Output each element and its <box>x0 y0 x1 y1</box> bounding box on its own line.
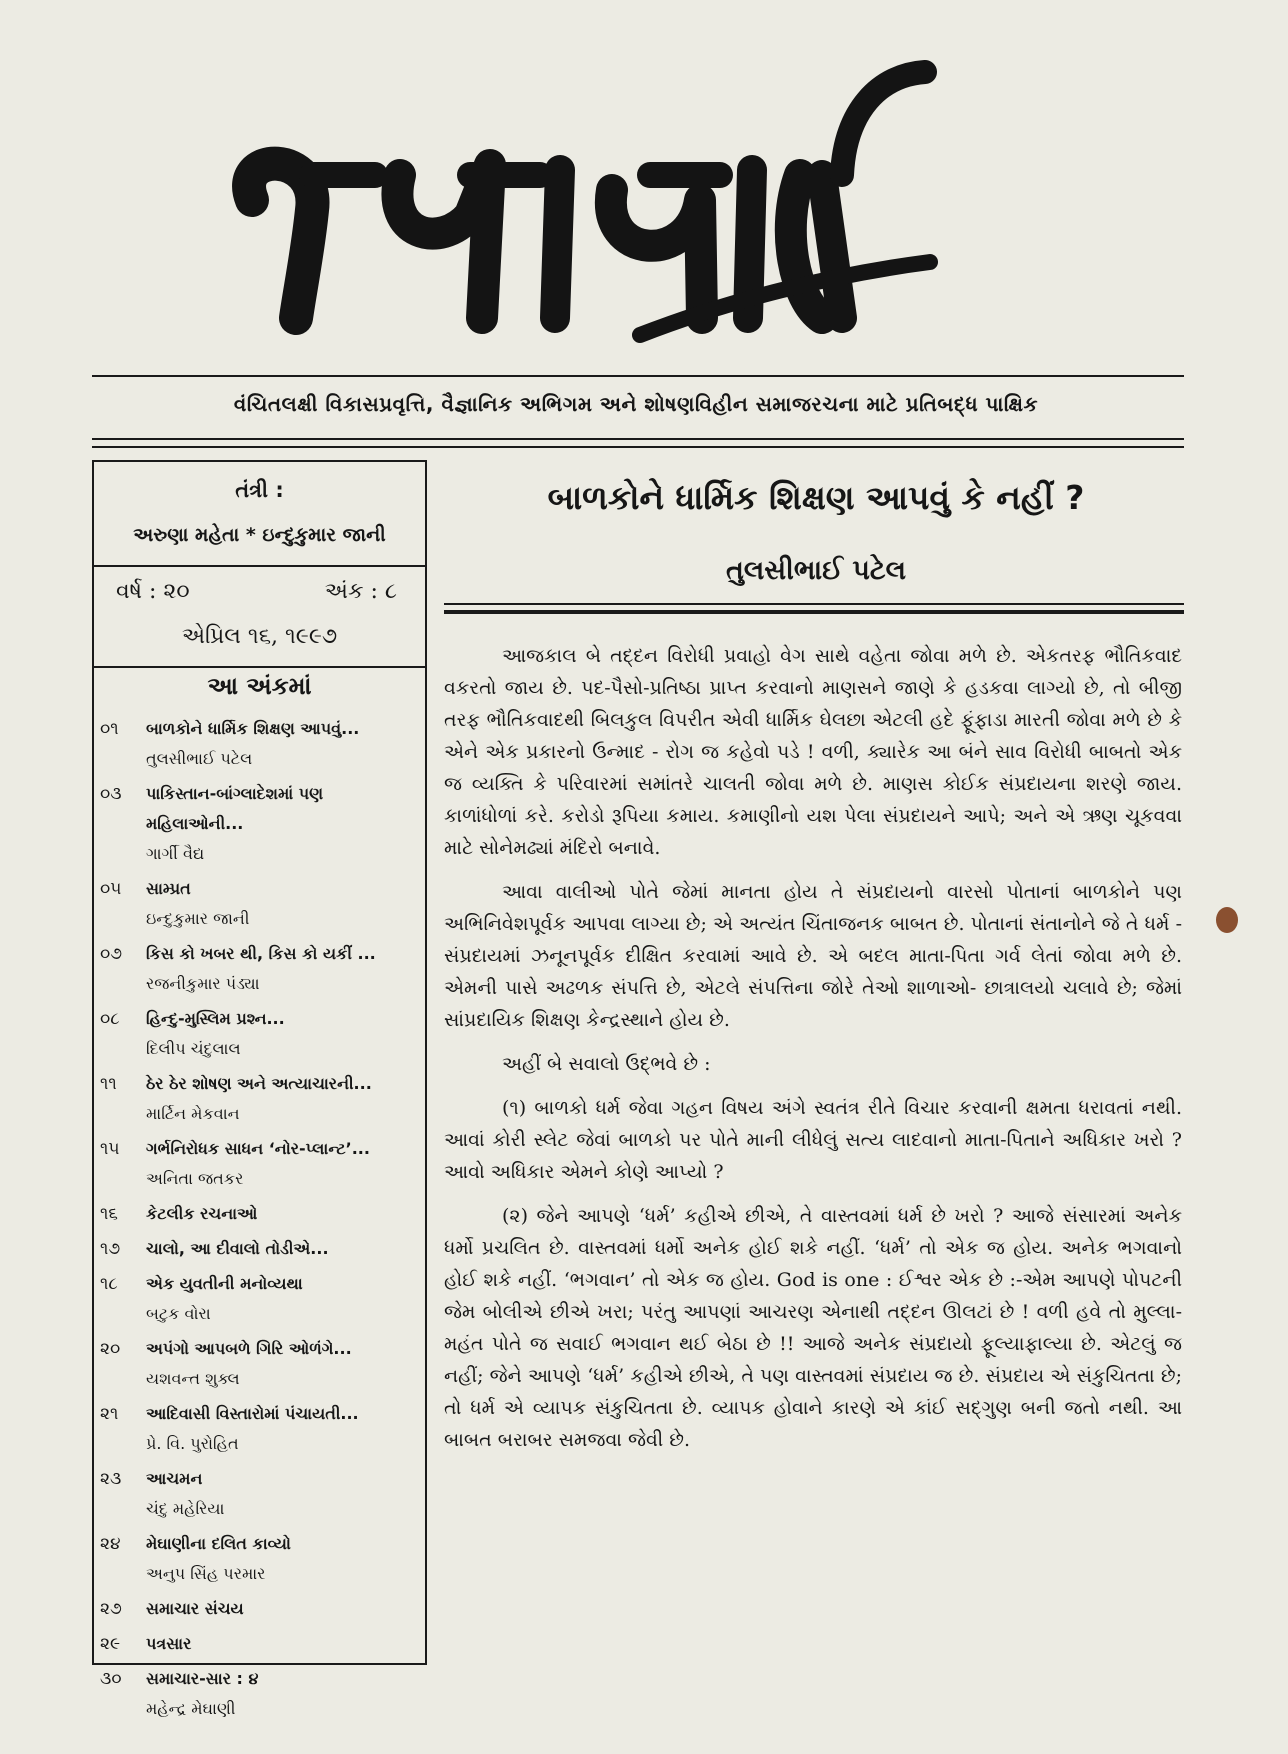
toc-entry-title: આચમન <box>146 1469 203 1488</box>
masthead-rule-bottom-1 <box>92 438 1184 440</box>
toc-entry-title: સમાચાર-સાર : ૪ <box>146 1669 259 1688</box>
byline-rule-1 <box>444 603 1184 605</box>
toc-page-number: ૨૧ <box>100 1404 119 1424</box>
toc-item <box>100 1629 422 1659</box>
toc-entry-author: ઇન્દુકુમાર જાની <box>146 909 250 928</box>
toc-item <box>100 1069 422 1129</box>
toc-entry-title: સમાચાર સંચય <box>146 1599 244 1618</box>
article-paragraph: આવા વાલીઓ પોતે જેમાં માનતા હોય તે સંપ્રદાયનો વારસો પોતાનાં બાળકોને પણ અભિનિવેશપૂર્વક આપવા લાગ્યા છે; એ અત્યંત ચિંતાજનક બાબત છે. પોતાનાં સંતાનોને જે તે ધર્મ - સંપ્રદાયમાં ઝનૂનપૂર્વક દીક્ષિત કરવામાં આવે છે. એ બદલ માતા-પિતા ગર્વ લેતાં જોવા મળે છે. એમની પાસે અઢળક સંપત્તિ છે, એટલે સંપત્તિના જોરે તેઓ શાળાઓ- છાત્રાલયો ચલાવે છે; જેમાં સાંપ્રદાયિક શિક્ષણ કેન્દ્રસ્થાને હોય છે. <box>444 881 1182 1031</box>
toc-entry-title: સામ્પ્રત <box>146 879 191 898</box>
toc-entry <box>146 1199 422 1229</box>
toc-entry-title: પાકિસ્તાન-બાંગ્લાદેશમાં પણ મહિલાઓની... <box>146 784 324 833</box>
toc-item <box>100 1594 422 1624</box>
toc-entry-title: એક યુવતીની મનોવ્યથા <box>146 1274 303 1293</box>
toc-entry <box>146 1234 422 1264</box>
toc-page-number: ૦૫ <box>100 879 122 899</box>
toc-entry-author: અનિતા જતકર <box>146 1169 244 1188</box>
toc-entry <box>146 874 422 934</box>
masthead-logo <box>0 0 1288 375</box>
toc-page-number: ૦૮ <box>100 1009 120 1029</box>
toc-item <box>100 1334 422 1394</box>
toc-page-number: ૨૯ <box>100 1634 121 1654</box>
article-paragraph: (૧) બાળકો ધર્મ જેવા ગહન વિષય અંગે સ્વતંત્ર રીતે વિચાર કરવાની ક્ષમતા ધરાવતાં નથી. આવાં કોરી સ્લેટ જેવાં બાળકો પર પોતે માની લીધેલું સત્ય લાદવાનો માતા-પિતાને અધિકાર ખરો ? આવો અધિકાર એમને કોણે આપ્યો ? <box>444 1097 1182 1183</box>
toc-item <box>100 1399 422 1459</box>
toc-entry-author: મહેન્દ્ર મેઘાણી <box>146 1699 236 1718</box>
toc-entry-author: ચંદુ મહેરિયા <box>146 1499 225 1518</box>
issue-number: અંક : ૮ <box>324 579 397 604</box>
article-body <box>444 640 1182 1468</box>
toc-entry-title: અપંગો આપબળે ગિરિ ઓળંગે... <box>146 1339 352 1358</box>
editor-label: તંત્રી : <box>235 478 284 502</box>
masthead-rule-bottom-2 <box>92 446 1184 448</box>
article-paragraph: અહીં બે સવાલો ઉદ્ભવે છે : <box>502 1053 711 1075</box>
byline-rule-2 <box>444 610 1184 614</box>
toc-entry <box>146 1629 422 1659</box>
toc-entry-author: તુલસીભાઈ પટેલ <box>146 749 253 768</box>
toc-entry-title: આદિવાસી વિસ્તારોમાં પંચાયતી... <box>146 1404 359 1423</box>
sidebar-divider <box>94 565 425 567</box>
toc-entry <box>146 939 422 999</box>
toc-entry <box>146 1664 422 1724</box>
toc-entry <box>146 1594 422 1624</box>
toc-item <box>100 779 422 869</box>
toc-entry <box>146 1269 422 1329</box>
toc-entry-title: પત્રસાર <box>146 1634 192 1653</box>
toc-entry-title: કિસ કો ખબર થી, કિસ કો યકીં ... <box>146 944 376 963</box>
toc-item <box>100 1234 422 1264</box>
masthead-rule-top <box>92 375 1184 377</box>
toc-page-number: ૨૪ <box>100 1534 121 1554</box>
toc-entry-title: મેઘાણીના દલિત કાવ્યો <box>146 1534 291 1553</box>
toc-entry-title: ઠેર ઠેર શોષણ અને અત્યાચારની... <box>146 1074 372 1093</box>
toc-item <box>100 1529 422 1589</box>
toc-entry <box>146 1134 422 1194</box>
toc-entry-title: બાળકોને ધાર્મિક શિક્ષણ આપવું... <box>146 719 360 738</box>
toc-page-number: ૦૧ <box>100 719 119 739</box>
toc-page-number: ૧૭ <box>100 1239 121 1259</box>
tagline: વંચિતલક્ષી વિકાસપ્રવૃત્તિ, વૈજ્ઞાનિક અભિગમ અને શોષણવિહીન સમાજરચના માટે પ્રતિબદ્ધ પાક્ષિક <box>233 392 1039 416</box>
toc-entry-title: ચાલો, આ દીવાલો તોડીએ... <box>146 1239 329 1258</box>
toc-item <box>100 714 422 774</box>
toc-item <box>100 1199 422 1229</box>
toc-item <box>100 1004 422 1064</box>
sidebar-divider <box>94 666 425 668</box>
toc-entry <box>146 1069 422 1129</box>
toc-entry-author: બટુક વોરા <box>146 1304 211 1323</box>
toc-entry-author: યશવન્ત શુક્લ <box>146 1369 240 1388</box>
toc-page-number: ૧૫ <box>100 1139 120 1159</box>
toc-entry <box>146 1004 422 1064</box>
toc-entry <box>146 1399 422 1459</box>
article-paragraph: (૨) જેને આપણે ‘ધર્મ’ કહીએ છીએ, તે વાસ્તવમાં ધર્મ છે ખરો ? આજે સંસારમાં અનેક ધર્મો પ્રચલિત છે. વાસ્તવમાં ધર્મો અનેક હોઈ શકે નહીં. ‘ધર્મ’ તો એક જ હોય. અનેક ભગવાનો હોઈ શકે નહીં. ‘ભગવાન’ તો એક જ હોય. God is one : ઈશ્વર એક છે :-એમ આપણે પોપટની જેમ બોલીએ છીએ ખરા; પરંતુ આપણાં આચરણ એનાથી તદ્દન ઊલટાં છે ! વળી હવે તો મુલ્લા-મહંત પોતે જ સવાઈ ભગવાન થઈ બેઠા છે !! આજે અનેક સંપ્રદાયો ફૂલ્યાફાલ્યા છે. એટલું જ નહીં; જેને આપણે ‘ધર્મ’ કહીએ છીએ, તે પણ વાસ્તવમાં સંપ્રદાય જ છે. સંપ્રદાય એ સંકુચિતતા છે; તો ધર્મ એ વ્યાપક સંકુચિતતા છે. વ્યાપક હોવાને કારણે એ કાંઈ સદ્ગુણ બની જતો નથી. આ બાબત બરાબર સમજવા જેવી છે. <box>444 1205 1182 1451</box>
toc-entry-author: દિલીપ ચંદુલાલ <box>146 1039 241 1058</box>
toc-entry-author: રજનીકુમાર પંડ્યા <box>146 974 260 993</box>
toc-entry <box>146 1529 422 1589</box>
article-byline: તુલસીભાઈ પટેલ <box>725 555 906 586</box>
toc-entry-title: હિન્દુ-મુસ્લિમ પ્રશ્ન... <box>146 1009 285 1028</box>
table-of-contents <box>100 714 422 1729</box>
toc-page-number: ૦૭ <box>100 944 123 964</box>
sidebar-box <box>92 460 427 1718</box>
editor-names: અરુણા મહેતા * ઇન્દુકુમાર જાની <box>133 524 386 546</box>
toc-page-number: ૧૧ <box>100 1074 117 1094</box>
issue-date: એપ્રિલ ૧૬, ૧૯૯૭ <box>181 624 338 649</box>
toc-page-number: ૦૩ <box>100 784 122 804</box>
toc-item <box>100 939 422 999</box>
toc-item <box>100 1269 422 1329</box>
toc-page-number: ૧૬ <box>100 1204 118 1224</box>
toc-entry-author: માર્ટિન મેકવાન <box>146 1104 240 1123</box>
masthead <box>0 0 1288 375</box>
toc-page-number: ૩૦ <box>100 1669 122 1689</box>
article-headline: બાળકોને ધાર્મિક શિક્ષણ આપવું કે નહીં ? <box>547 478 1085 517</box>
toc-item <box>100 1464 422 1524</box>
toc-entry-author: પ્રે. વિ. પુરોહિત <box>146 1434 239 1453</box>
article-paragraph: આજકાલ બે તદ્દન વિરોધી પ્રવાહો વેગ સાથે વહેતા જોવા મળે છે. એકતરફ ભૌતિકવાદ વકરતો જાય છે. પદ-પૈસો-પ્રતિષ્ઠા પ્રાપ્ત કરવાનો માણસને જાણે કે હડકવા લાગ્યો છે, તો બીજી તરફ ભૌતિકવાદથી બિલકુલ વિપરીત એવી ધાર્મિક ઘેલછા એટલી હદે ફૂંફાડા મારતી જોવા મળે છે કે એને એક પ્રકારનો ઉન્માદ - રોગ જ કહેવો પડે ! વળી, ક્યારેક આ બંને સાવ વિરોધી બાબતો એક જ વ્યક્તિ કે પરિવારમાં સમાંતરે ચાલતી જોવા મળે છે. માણસ કોઈક સંપ્રદાયના શરણે જાય. કાળાંધોળાં કરે. કરોડો રૂપિયા કમાય. કમાણીનો યશ પેલા સંપ્રદાયને આપે; અને એ ઋણ ચૂકવવા માટે સોનેમઢ્યાં મંદિરો બનાવે. <box>444 645 1182 859</box>
toc-item <box>100 1134 422 1194</box>
toc-page-number: ૨૦ <box>100 1339 121 1359</box>
toc-entry <box>146 1334 422 1394</box>
toc-page-number: ૧૮ <box>100 1274 118 1294</box>
stain-mark <box>1216 907 1238 933</box>
toc-entry-author: ગાર્ગી વૈદ્ય <box>146 844 205 863</box>
toc-entry <box>146 779 422 869</box>
toc-entry-title: ગર્ભનિરોધક સાધન ‘નોર-પ્લાન્ટ’... <box>146 1139 370 1158</box>
volume-year: વર્ષ : ૨૦ <box>116 579 190 604</box>
toc-entry <box>146 1464 422 1524</box>
toc-entry <box>146 714 422 774</box>
toc-page-number: ૨૩ <box>100 1469 122 1489</box>
toc-item <box>100 874 422 934</box>
toc-item <box>100 1664 422 1724</box>
toc-page-number: ૨૭ <box>100 1599 122 1619</box>
toc-title: આ અંકમાં <box>207 672 312 700</box>
toc-entry-title: કેટલીક રચનાઓ <box>146 1204 258 1223</box>
toc-entry-author: અનુપ સિંહ પરમાર <box>146 1564 266 1583</box>
